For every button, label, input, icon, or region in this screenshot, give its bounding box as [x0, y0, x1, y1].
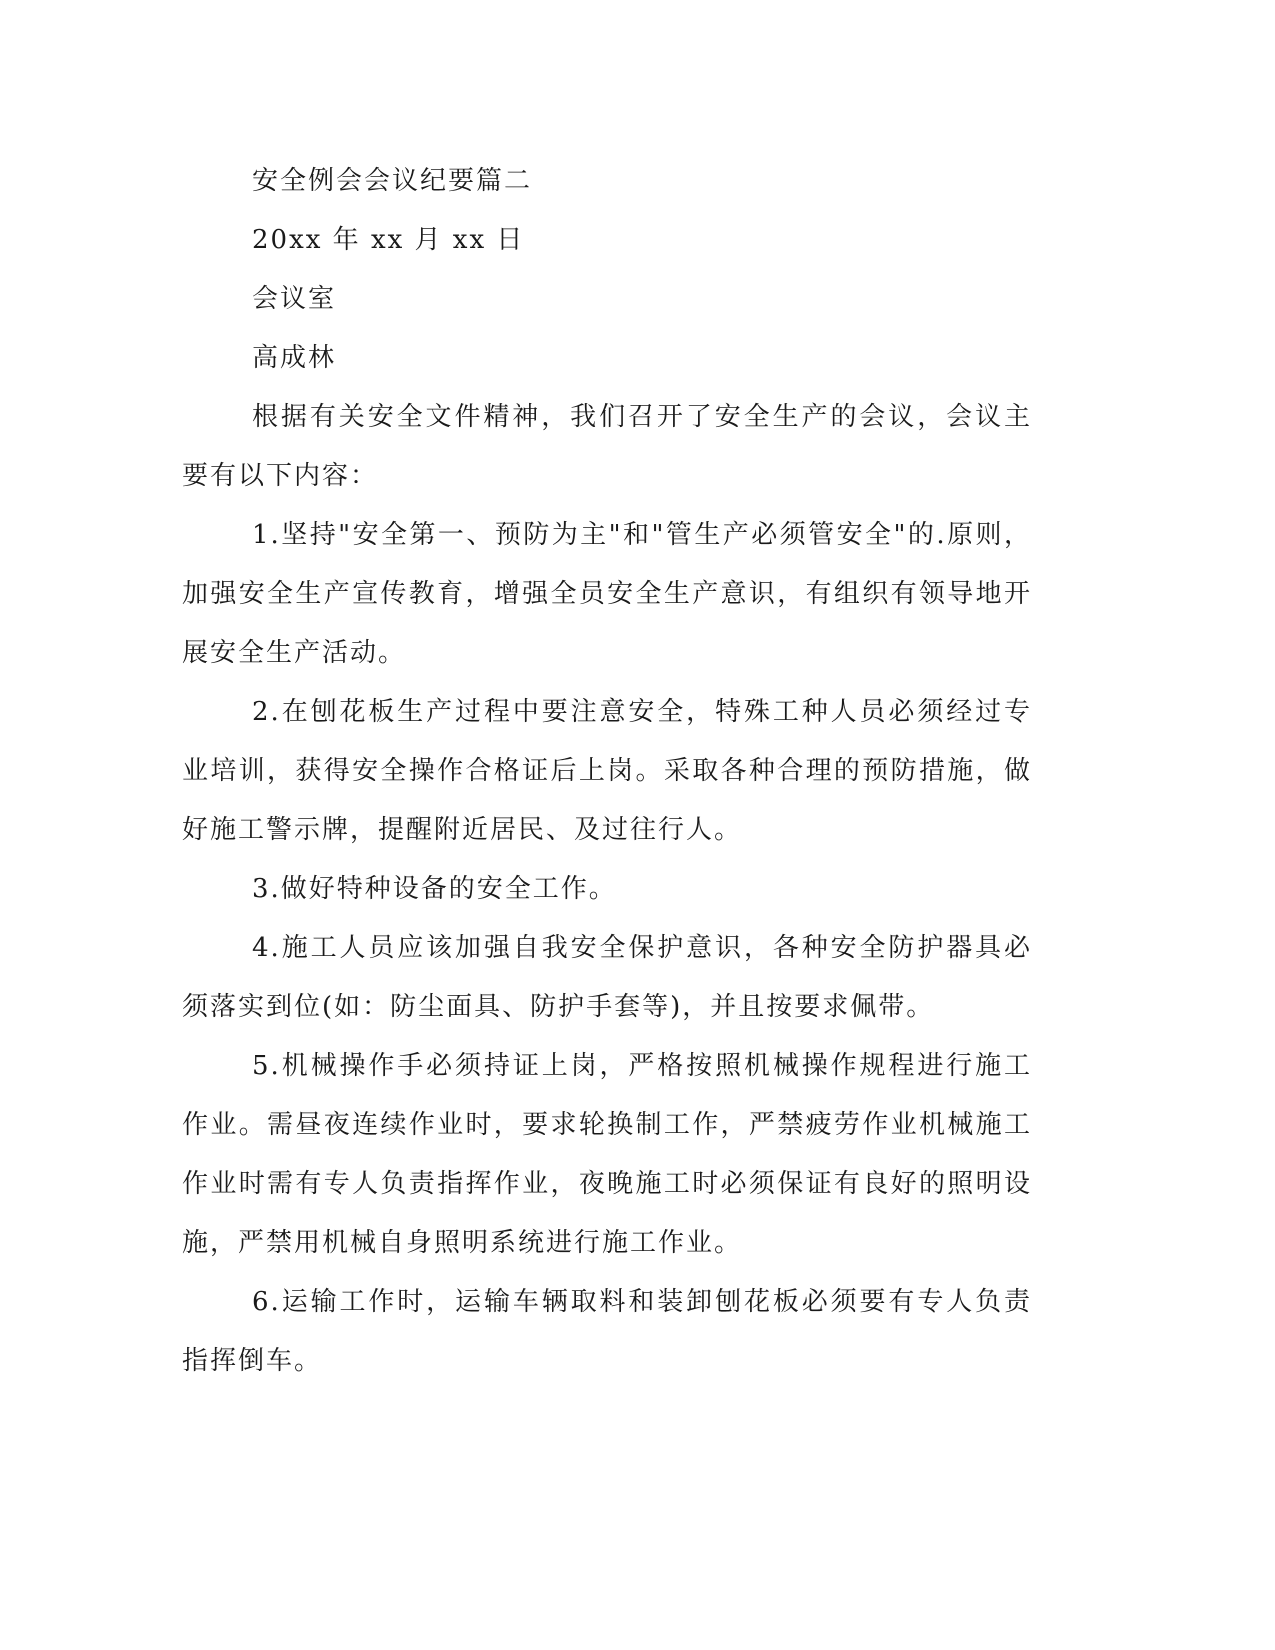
item-paragraph-3: 3.做好特种设备的安全工作。 [252, 874, 617, 904]
item-paragraph-1: 1.坚持"安全第一、预防为主"和"管生产必须管安全"的.原则，加强安全生产宣传教育，增强全员安全生产意识，有组织有领导地开展安全生产活动。 [182, 520, 1032, 668]
document-title: 安全例会会议纪要篇二 [252, 166, 533, 196]
intro-paragraph: 根据有关安全文件精神，我们召开了安全生产的会议，会议主要有以下内容： [182, 402, 1032, 491]
meeting-date: 20xx 年 xx 月 xx 日 [252, 225, 525, 255]
meeting-location: 会议室 [252, 284, 337, 314]
item-paragraph-4: 4.施工人员应该加强自我安全保护意识，各种安全防护器具必须落实到位(如：防尘面具、防护手套等)，并且按要求佩带。 [182, 933, 1032, 1022]
meeting-host: 高成林 [252, 343, 337, 373]
item-paragraph-6: 6.运输工作时，运输车辆取料和装卸刨花板必须要有专人负责指挥倒车。 [182, 1287, 1032, 1376]
document-body [182, 152, 1032, 1391]
item-paragraph-2: 2.在刨花板生产过程中要注意安全，特殊工种人员必须经过专业培训，获得安全操作合格证后上岗。采取各种合理的预防措施，做好施工警示牌，提醒附近居民、及过往行人。 [182, 697, 1032, 845]
item-paragraph-5: 5.机械操作手必须持证上岗，严格按照机械操作规程进行施工作业。需昼夜连续作业时，要求轮换制工作，严禁疲劳作业机械施工作业时需有专人负责指挥作业，夜晚施工时必须保证有良好的照明设施，严禁用机械自身照明系统进行施工作业。 [182, 1051, 1032, 1258]
